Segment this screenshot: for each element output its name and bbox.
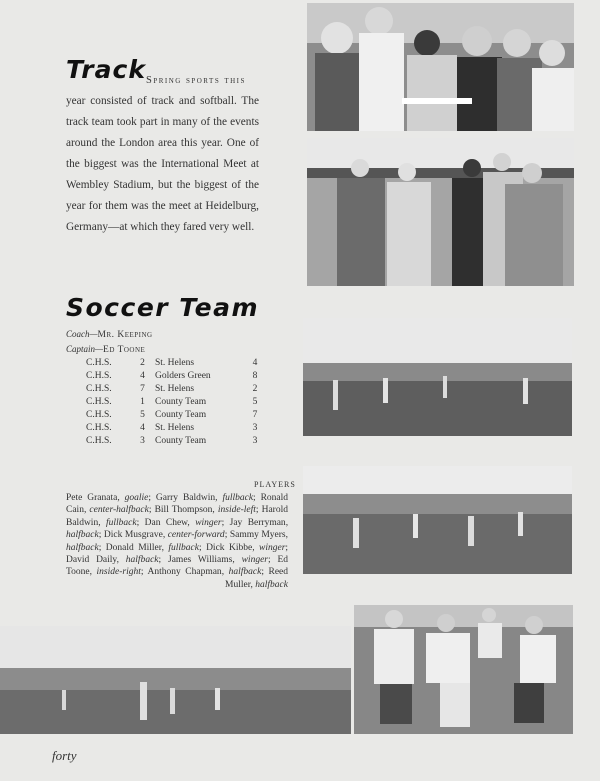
player-name: Dick Kibbe <box>206 542 253 553</box>
result-score: 5 <box>140 410 145 420</box>
player-position: halfback <box>228 567 262 578</box>
result-team: C.H.S. <box>86 410 112 420</box>
player-name: Jay Berryman <box>229 517 286 528</box>
player-name: Sammy Myers <box>229 530 286 541</box>
result-score: 3 <box>140 436 145 446</box>
player-name: Bill Thompson <box>154 505 213 516</box>
result-opponent: St. Helens <box>155 423 195 433</box>
result-opponent: County Team <box>155 410 207 420</box>
player-name: Reed Muller <box>225 567 289 590</box>
player-name: Ed Toone <box>66 555 289 578</box>
result-opponent: St. Helens <box>155 358 195 368</box>
players-heading: PLAYERS <box>254 480 296 489</box>
captain-label: Captain— <box>66 344 104 354</box>
player-entry: Dick Kibbe, winger <box>206 542 286 553</box>
player-entry: David Daily, halfback <box>66 555 159 566</box>
captain-name: Ed Toone <box>103 345 146 355</box>
result-opponent: County Team <box>155 397 207 407</box>
soccer-field-photo-1 <box>303 318 572 436</box>
player-name: Pete Granata <box>66 493 118 503</box>
player-entry: Dan Chew, winger <box>144 517 222 528</box>
player-position: halfback <box>255 579 288 590</box>
player-entry: Reed Muller, halfback <box>225 567 289 590</box>
result-team: C.H.S. <box>86 436 112 446</box>
result-team: C.H.S. <box>86 358 112 368</box>
track-team-photo-2 <box>307 138 574 286</box>
result-opponent: Golders Green <box>155 371 211 381</box>
soccer-heading: Soccer Team <box>66 293 260 322</box>
track-lead-in: Spring sports this <box>146 75 246 86</box>
player-name: Donald Miller <box>105 542 162 553</box>
player-name: Garry Baldwin <box>155 493 216 503</box>
result-opponent-score: 7 <box>252 410 258 420</box>
result-score: 4 <box>140 371 145 381</box>
players-list: Pete Granata, goalie; Garry Baldwin, fullback; Ronald Cain, center-halfback; Bill Thompson, inside-left; Harold Baldwin, fullback; Dan Chew, winger; Jay Berryman, halfback; Dick Musgrave, center-forward; Sammy Myers, halfback; Donald Miller, fullback; Dick Kibbe, winger; David Daily, halfback; James Williams, winger; Ed Toone, inside-right; Anthony Chapman, halfback; Reed Muller, halfback <box>66 493 289 590</box>
result-score: 4 <box>140 423 145 433</box>
result-row <box>86 422 260 435</box>
player-entry: Sammy Myers, halfback <box>66 530 289 553</box>
player-name: Dick Musgrave <box>103 530 163 541</box>
result-team: C.H.S. <box>86 397 112 407</box>
result-opponent-score: 3 <box>252 436 258 446</box>
player-entry: Bill Thompson, inside-left <box>154 505 256 516</box>
player-name: David Daily <box>66 555 117 566</box>
player-name: Dan Chew <box>144 517 188 528</box>
track-heading: Track <box>66 55 146 84</box>
player-entry: Garry Baldwin, fullback <box>155 493 254 503</box>
player-name: Anthony Chapman <box>147 567 222 578</box>
result-opponent-score: 2 <box>252 384 258 394</box>
player-position: halfback <box>66 542 99 553</box>
soccer-field-photo-3 <box>0 626 351 734</box>
result-row <box>86 396 260 409</box>
player-name: Ronald Cain <box>66 493 289 516</box>
player-position: winger <box>241 555 268 566</box>
player-position: halfback <box>125 555 159 566</box>
result-opponent-score: 4 <box>252 358 258 368</box>
player-entry: Dick Musgrave, center-forward <box>103 530 225 541</box>
player-position: goalie <box>124 493 149 503</box>
player-position: inside-right <box>96 567 141 578</box>
result-opponent: County Team <box>155 436 207 446</box>
results-table <box>86 357 260 448</box>
player-entry: Ronald Cain, center-halfback <box>66 493 289 516</box>
player-position: center-forward <box>167 530 225 541</box>
result-score: 1 <box>140 397 145 407</box>
result-row <box>86 409 260 422</box>
player-entry: Pete Granata, goalie <box>66 493 149 503</box>
player-entry: Donald Miller, fullback <box>105 542 199 553</box>
player-name: James Williams <box>168 555 233 566</box>
track-body-text: year consisted of track and softball. The track team took part in many of the events around the London area this year. One of the biggest was the International Meet at Wembley Stadium, but the biggest of the year for them was the meet at Heidelburg, Germany—at which they fared very well. <box>66 95 259 233</box>
coach-name: Mr. Keeping <box>97 330 153 340</box>
result-row <box>86 357 260 370</box>
result-team: C.H.S. <box>86 384 112 394</box>
result-opponent-score: 8 <box>252 371 258 381</box>
result-opponent: St. Helens <box>155 384 195 394</box>
player-position: winger <box>195 517 222 528</box>
player-position: inside-left <box>217 505 256 516</box>
player-entry: Harold Baldwin, fullback <box>66 505 288 528</box>
result-opponent-score: 3 <box>252 423 258 433</box>
page-number: forty <box>52 748 77 763</box>
player-position: winger <box>259 542 286 553</box>
result-score: 2 <box>140 358 145 368</box>
player-entry: James Williams, winger <box>168 555 268 566</box>
player-name: Harold Baldwin <box>66 505 288 528</box>
player-entry: Anthony Chapman, halfback <box>147 567 262 578</box>
result-team: C.H.S. <box>86 371 112 381</box>
player-entry: Ed Toone, inside-right <box>66 555 289 578</box>
soccer-action-photo <box>354 605 573 734</box>
coach-line <box>66 329 153 340</box>
result-row <box>86 370 260 383</box>
result-opponent-score: 5 <box>252 397 258 407</box>
soccer-field-photo-2 <box>303 466 572 574</box>
coach-label: Coach— <box>66 329 98 339</box>
player-position: halfback <box>66 530 99 541</box>
player-entry: Jay Berryman, halfback <box>66 517 289 541</box>
track-paragraph <box>66 70 259 238</box>
player-position: fullback <box>105 517 137 528</box>
result-row <box>86 383 260 396</box>
captain-line <box>66 344 145 355</box>
player-position: fullback <box>168 542 199 553</box>
player-position: center-halfback <box>89 505 149 516</box>
player-position: fullback <box>222 493 254 503</box>
result-row <box>86 435 260 448</box>
results-body <box>86 357 260 448</box>
result-team: C.H.S. <box>86 423 112 433</box>
track-team-photo-1 <box>307 3 574 131</box>
result-score: 7 <box>140 384 145 394</box>
